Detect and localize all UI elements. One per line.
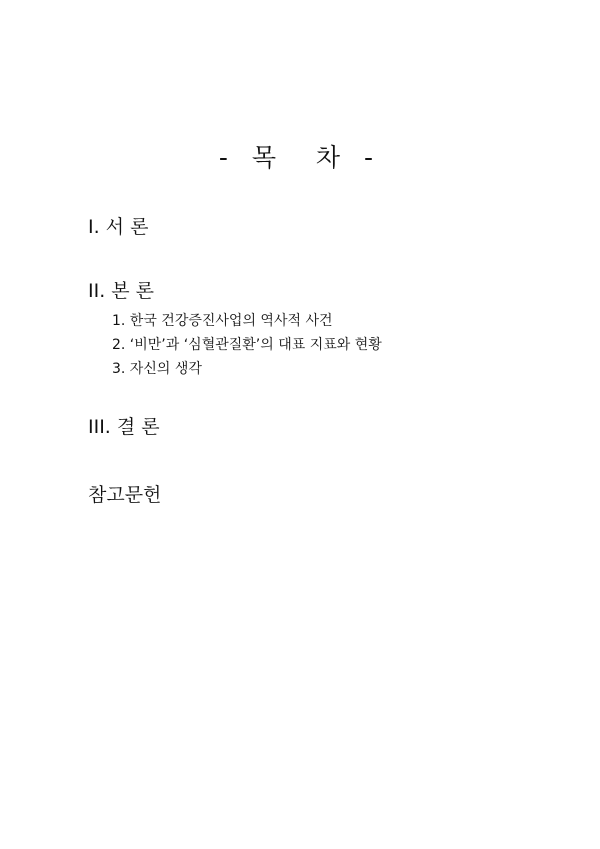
toc-subsection-indicators: 2. ‘비만’과 ‘심혈관질환’의 대표 지표와 현황	[112, 337, 382, 353]
toc-section-body: II. 본 론	[88, 280, 155, 302]
toc-subsection-history: 1. 한국 건강증진사업의 역사적 사건	[112, 313, 333, 329]
toc-section-introduction: I. 서 론	[88, 216, 149, 238]
toc-subsection-opinion: 3. 자신의 생각	[112, 361, 202, 377]
toc-section-references: 참고문헌	[88, 484, 162, 506]
toc-title: - 목 차 -	[218, 143, 382, 172]
toc-section-conclusion: III. 결 론	[88, 416, 160, 438]
